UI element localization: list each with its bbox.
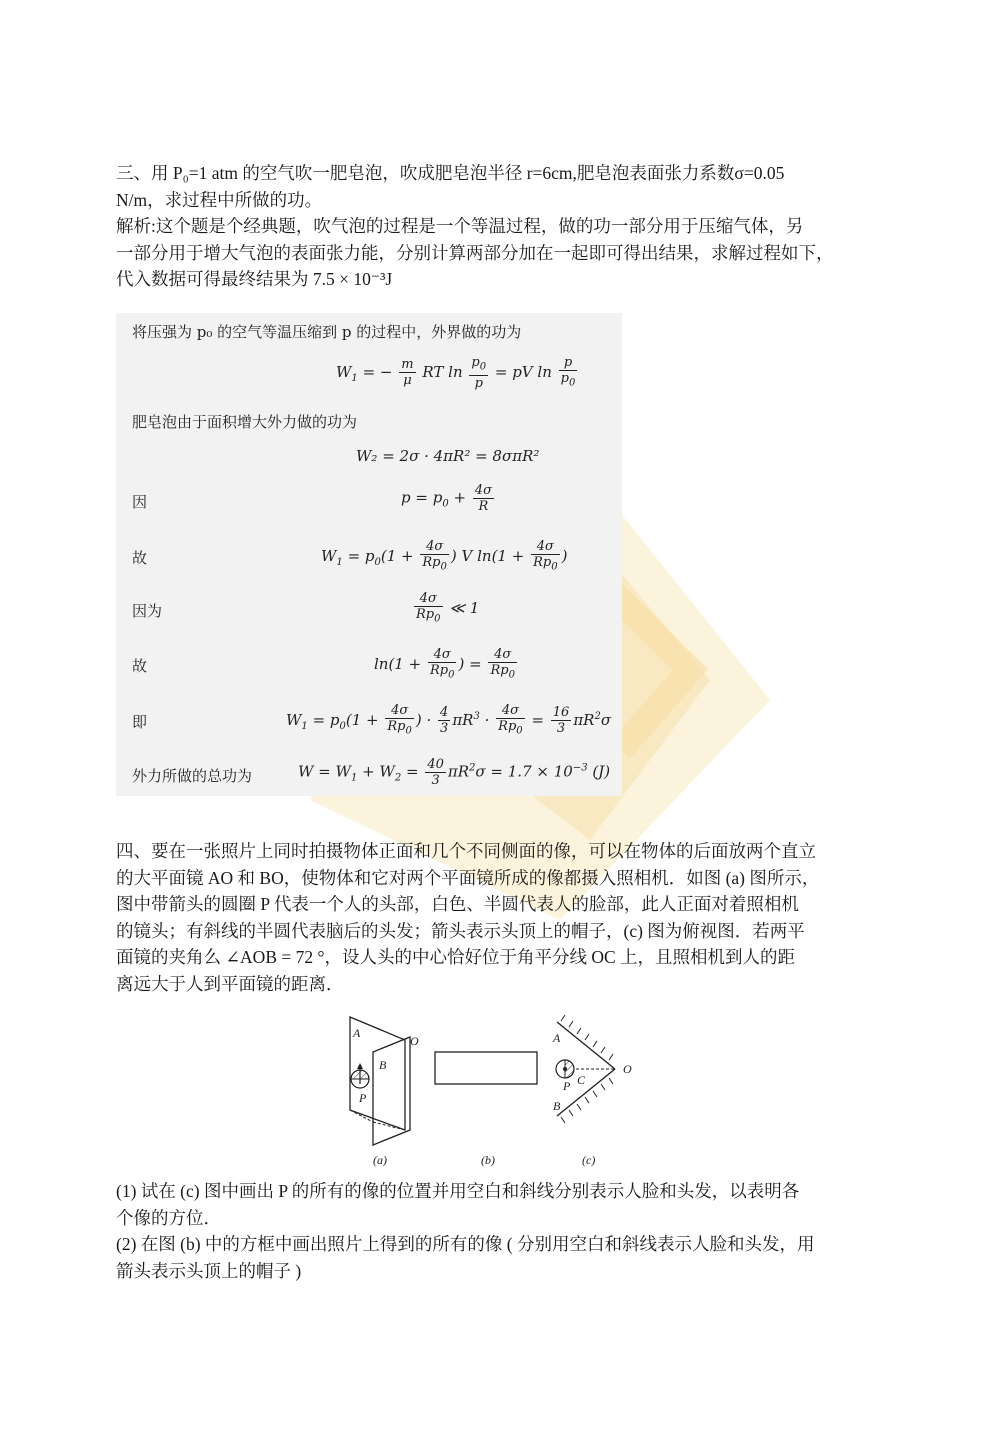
fig-c-P: P: [563, 1079, 571, 1093]
eq-w1: $W_1$ = − $\frac{m}{\mu}$ RT ln $\frac{p_0}{p}$ = pV ln $\frac{p}{p_0}$: [336, 355, 576, 391]
fig-a-B: B: [379, 1058, 387, 1072]
eq-w1-expanded: $W_1 = p_0(1$ + $\frac{4\sigma}{Rp_0}$ ) V ln(1 + $\frac{4\sigma}{Rp_0}$ ): [321, 539, 568, 573]
figure-a: [350, 1017, 419, 1167]
fig-b-label: (b): [481, 1153, 495, 1167]
label-yinwei: 因为: [132, 602, 163, 620]
q4-line: 的镜头；有斜线的半圆代表脑后的头发；箭头表示头顶上的帽子，(c) 图为俯视图．若两平: [116, 920, 805, 941]
question-4: [116, 838, 868, 997]
label-gu: 故: [132, 549, 148, 567]
q3-result: 代入数据可得最终结果为 7.5 × 10⁻³J: [116, 269, 393, 289]
fig-c-C: C: [577, 1073, 586, 1087]
label-yin: 因: [132, 493, 148, 511]
q3-analysis: 解析:这个题是个经典题，吹气泡的过程是一个等温过程，做的功一部分用于压缩气体，另: [116, 216, 804, 236]
q4-line: 离远大于人到平面镜的距离．: [116, 973, 344, 994]
fig-c-A: A: [553, 1031, 561, 1045]
sub-questions: [116, 1178, 868, 1284]
q4-line: 的大平面镜 AO 和 BO，使物体和它对两个平面镜所成的像都摄入照相机．如图 (a) 图所示，: [116, 867, 820, 888]
fig-c-B: B: [553, 1099, 561, 1113]
figure-c: [552, 1015, 632, 1167]
label-gu: 故: [132, 657, 148, 675]
q4-line: 四、要在一张照片上同时拍摄物体正面和几个不同侧面的像，可以在物体的后面放两个直立: [116, 841, 816, 861]
question-3: [116, 160, 868, 293]
sub-q2: (2) 在图 (b) 中的方框中画出照片上得到的所有的像 ( 分别用空白和斜线表示人脸和头发，用: [116, 1234, 815, 1254]
q3-line: 三、用 P₀=1 atm 的空气吹一肥皂泡，吹成肥皂泡半径 r=6cm,肥皂泡表面张力系数σ=0.05: [116, 163, 785, 183]
mirror-figures: [335, 1012, 645, 1172]
eq-approx: $\frac{4\sigma}{Rp_0}$ ≪ 1: [416, 591, 480, 625]
q3-line: N/m，求过程中所做的功。: [116, 189, 323, 210]
fig-c-label: (c): [582, 1153, 596, 1167]
fig-a-P: P: [359, 1091, 367, 1105]
label-total: 外力所做的总功为: [132, 767, 253, 785]
figure-b: [435, 1052, 537, 1167]
fig-c-O: O: [623, 1062, 632, 1076]
q4-line: 图中带箭头的圆圈 P 代表一个人的头部，白色、半圆代表人的脸部，此人正面对着照相机: [116, 894, 799, 914]
q3-analysis: 一部分用于增大气泡的表面张力能，分别计算两部分加在一起即可得出结果，求解过程如下，: [116, 242, 834, 263]
eq-ln: ln(1 + $\frac{4\sigma}{Rp_0}$ ) = $\frac{4\sigma}{Rp_0}$: [374, 647, 515, 681]
fig-a-O: O: [410, 1034, 419, 1048]
sub-q2-cont: 箭头表示头顶上的帽子 ): [116, 1260, 302, 1281]
sub-q1: (1) 试在 (c) 图中画出 P 的所有的像的位置并用空白和斜线分别表示人脸和头发，以表明各: [116, 1181, 800, 1201]
q4-line: 面镜的夹角么 ∠AOB = 72 °，设人头的中心恰好位于角平分线 OC 上，且照相机到人的距: [116, 947, 796, 967]
eq-total: $W = W_1 + W_2$ = $\frac{40}{3}$ $\pi R^2\sigma = 1.7 \times 10^{-3}$ (J): [298, 757, 611, 788]
sub-q1-cont: 个像的方位．: [116, 1207, 221, 1228]
fig-a-label: (a): [373, 1153, 387, 1167]
solution-image: [116, 313, 622, 796]
eq-w2: W₂ = 2σ · 4πR² = 8σπR²: [356, 447, 540, 465]
fig-a-A: A: [353, 1026, 361, 1040]
label-ji: 即: [132, 713, 148, 731]
eq-w1-final: $W_1 = p_0(1$ + $\frac{4\sigma}{Rp_0}$ ) · $\frac{4}{3}$ $\pi R^3$ · $\frac{4\sigma}{Rp_0}$ = $\frac{16}{3}$ $\pi R^2\sigma$: [286, 703, 612, 737]
eq-p: $p = p_0$ + $\frac{4\sigma}{R}$: [401, 483, 492, 514]
solution-line: 将压强为 p₀ 的空气等温压缩到 p 的过程中，外界做的功为: [132, 323, 522, 341]
solution-line: 肥皂泡由于面积增大外力做的功为: [132, 413, 358, 431]
